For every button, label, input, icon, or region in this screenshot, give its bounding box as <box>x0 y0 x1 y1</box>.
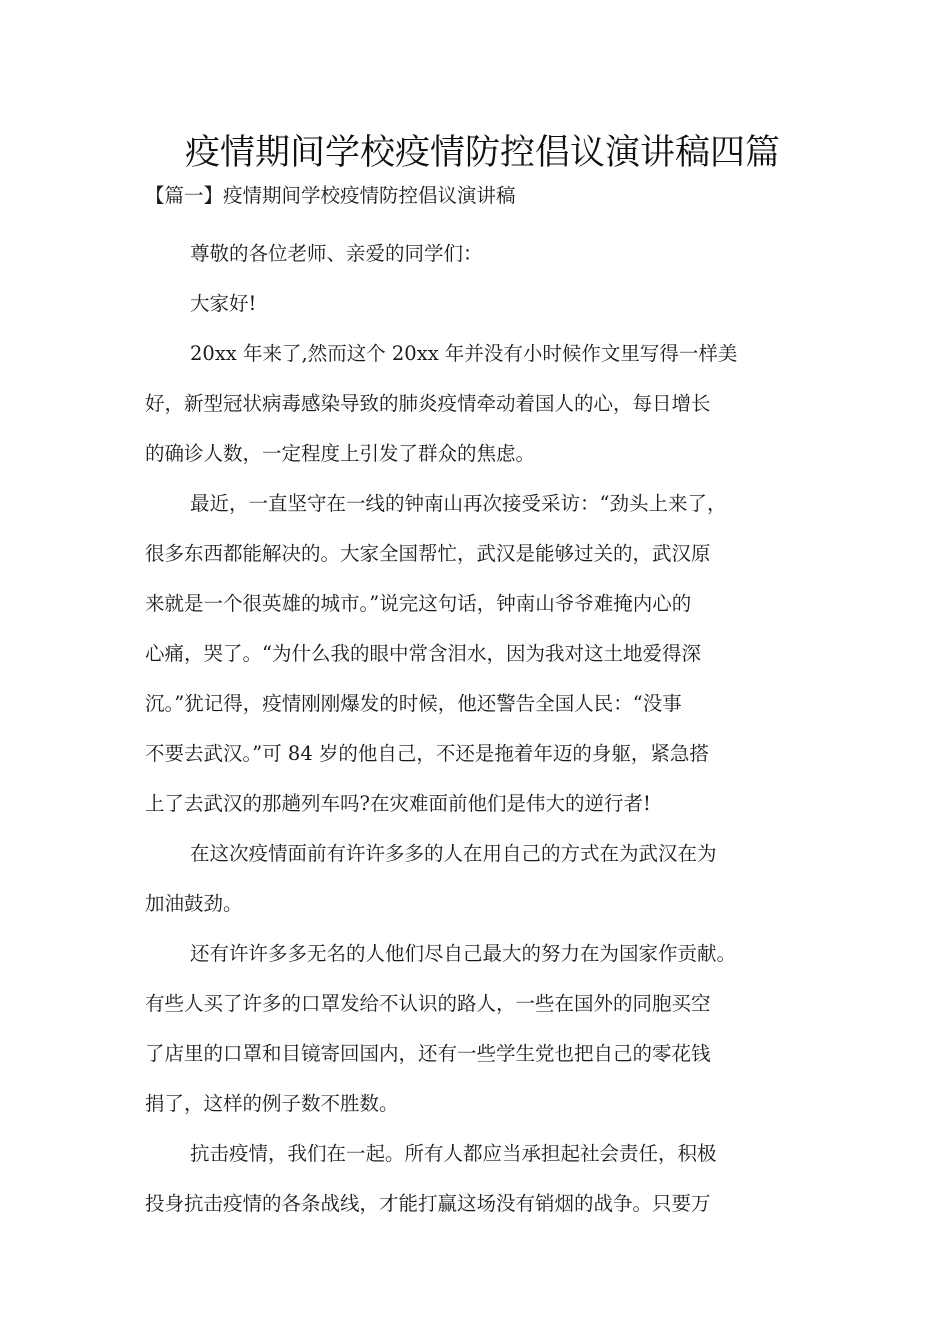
paragraph-line: 加油鼓劲。 <box>145 892 243 915</box>
paragraph-line: 的确诊人数，一定程度上引发了群众的焦虑。 <box>145 442 536 465</box>
paragraph <box>145 329 830 479</box>
paragraph <box>145 279 830 329</box>
paragraph-line: 有些人买了许多的口罩发给不认识的路人，一些在国外的同胞买空 <box>145 992 711 1015</box>
paragraph <box>145 829 830 929</box>
paragraph-line: 捐了，这样的例子数不胜数。 <box>145 1092 399 1115</box>
paragraph-line: 好，新型冠状病毒感染导致的肺炎疫情牵动着国人的心，每日增长 <box>145 392 711 415</box>
paragraph-line: 不要去武汉。”可 84 岁的他自己，不还是拖着年迈的身躯，紧急搭 <box>145 742 709 765</box>
paragraph-line: 在这次疫情面前有许许多多的人在用自己的方式在为武汉在为 <box>190 842 717 865</box>
paragraph-line: 很多东西都能解决的。大家全国帮忙，武汉是能够过关的，武汉原 <box>145 542 711 565</box>
paragraph-line: 20xx 年来了,然而这个 20xx 年并没有小时候作文里写得一样美 <box>190 342 738 365</box>
paragraph-line: 抗击疫情，我们在一起。所有人都应当承担起社会责任，积极 <box>190 1142 717 1165</box>
paragraph-line: 上了去武汉的那趟列车吗?在灾难面前他们是伟大的逆行者! <box>145 792 651 815</box>
paragraph-line: 心痛，哭了。“为什么我的眼中常含泪水，因为我对这土地爱得深 <box>145 642 701 665</box>
paragraph-line: 来就是一个很英雄的城市。”说完这句话，钟南山爷爷难掩内心的 <box>145 592 692 615</box>
paragraph-line: 尊敬的各位老师、亲爱的同学们： <box>190 242 483 265</box>
paragraph <box>145 929 830 1129</box>
document-body <box>145 229 830 1229</box>
paragraph-line: 沉。”犹记得，疫情刚刚爆发的时候，他还警告全国人民：“没事 <box>145 692 682 715</box>
paragraph <box>145 229 830 279</box>
paragraph-line: 了店里的口罩和目镜寄回国内，还有一些学生党也把自己的零花钱 <box>145 1042 711 1065</box>
paragraph-line: 最近，一直坚守在一线的钟南山再次接受采访：“劲头上来了， <box>190 492 727 515</box>
section-heading: 【篇一】疫情期间学校疫情防控倡议演讲稿 <box>145 184 516 207</box>
paragraph <box>145 479 830 829</box>
paragraph-line: 大家好! <box>190 292 257 315</box>
paragraph-line: 投身抗击疫情的各条战线，才能打赢这场没有销烟的战争。只要万 <box>145 1192 711 1215</box>
paragraph <box>145 1129 830 1229</box>
document-title: 疫情期间学校疫情防控倡议演讲稿四篇 <box>184 133 780 173</box>
paragraph-line: 还有许许多多无名的人他们尽自己最大的努力在为国家作贡献。 <box>190 942 737 965</box>
